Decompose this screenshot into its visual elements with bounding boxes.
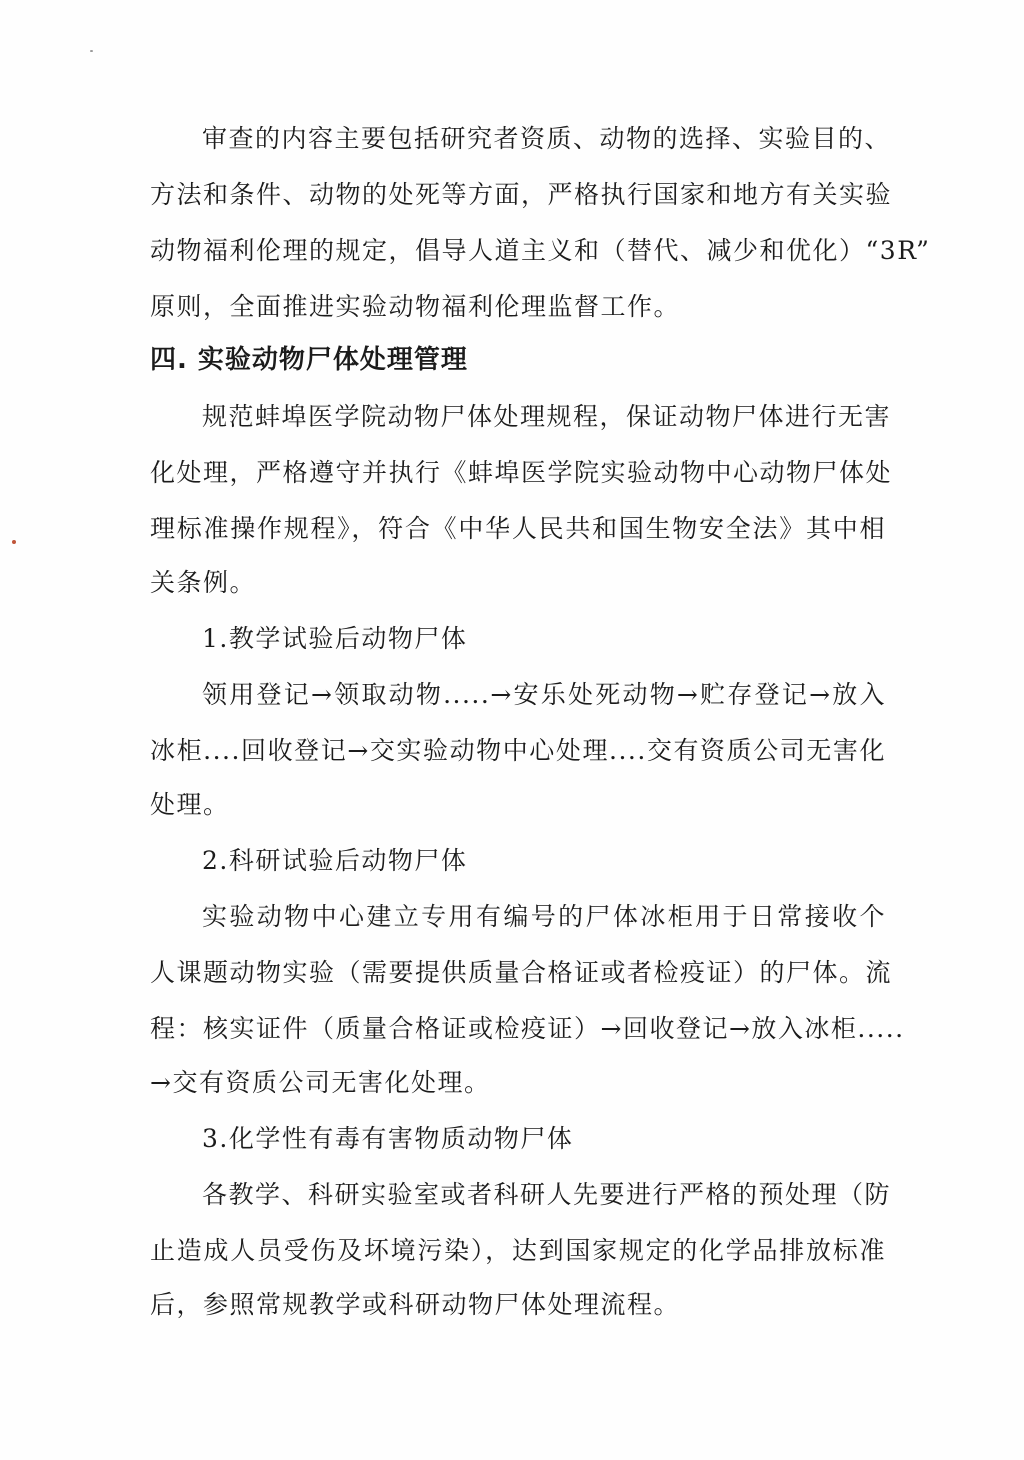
paragraph-line: 规范蚌埠医学院动物尸体处理规程，保证动物尸体进行无害 bbox=[202, 402, 892, 431]
paragraph-line: 审查的内容主要包括研究者资质、动物的选择、实验目的、 bbox=[202, 124, 892, 153]
paragraph-line: →交有资质公司无害化处理。 bbox=[150, 1068, 491, 1097]
paragraph-line: 方法和条件、动物的处死等方面，严格执行国家和地方有关实验 bbox=[150, 180, 893, 209]
paragraph-line: 处理。 bbox=[150, 790, 230, 819]
section-heading: 四. 实验动物尸体处理管理 bbox=[150, 345, 468, 375]
paragraph-line: 后，参照常规教学或科研动物尸体处理流程。 bbox=[150, 1290, 681, 1319]
item-title: 2.科研试验后动物尸体 bbox=[202, 846, 468, 875]
paragraph-line: 化处理，严格遵守并执行《蚌埠医学院实验动物中心动物尸体处 bbox=[150, 458, 893, 487]
item-title: 3.化学性有毒有害物质动物尸体 bbox=[202, 1124, 574, 1153]
paragraph-line: 动物福利伦理的规定，倡导人道主义和（替代、减少和优化）“3R” bbox=[150, 236, 931, 265]
item-title: 1.教学试验后动物尸体 bbox=[202, 624, 468, 653]
paragraph-line: 关条例。 bbox=[150, 568, 257, 597]
paragraph-line: 各教学、科研实验室或者科研人先要进行严格的预处理（防 bbox=[202, 1180, 892, 1209]
paragraph-line: 实验动物中心建立专用有编号的尸体冰柜用于日常接收个 bbox=[202, 902, 886, 931]
paragraph-line: 人课题动物实验（需要提供质量合格证或者检疫证）的尸体。流 bbox=[150, 958, 893, 987]
paragraph-line: 原则，全面推进实验动物福利伦理监督工作。 bbox=[150, 292, 681, 321]
paragraph-line: 冰柜....回收登记→交实验动物中心处理....交有资质公司无害化 bbox=[150, 736, 886, 765]
paragraph-line: 止造成人员受伤及坏境污染），达到国家规定的化学品排放标准 bbox=[150, 1236, 886, 1265]
paragraph-line: 领用登记→领取动物.....→安乐处死动物→贮存登记→放入 bbox=[202, 680, 886, 709]
scan-speck bbox=[90, 50, 93, 52]
paragraph-line: 理标准操作规程》，符合《中华人民共和国生物安全法》其中相 bbox=[150, 514, 886, 543]
scan-speck bbox=[12, 540, 16, 544]
paragraph-line: 程：核实证件（质量合格证或检疫证）→回收登记→放入冰柜..... bbox=[150, 1014, 905, 1043]
